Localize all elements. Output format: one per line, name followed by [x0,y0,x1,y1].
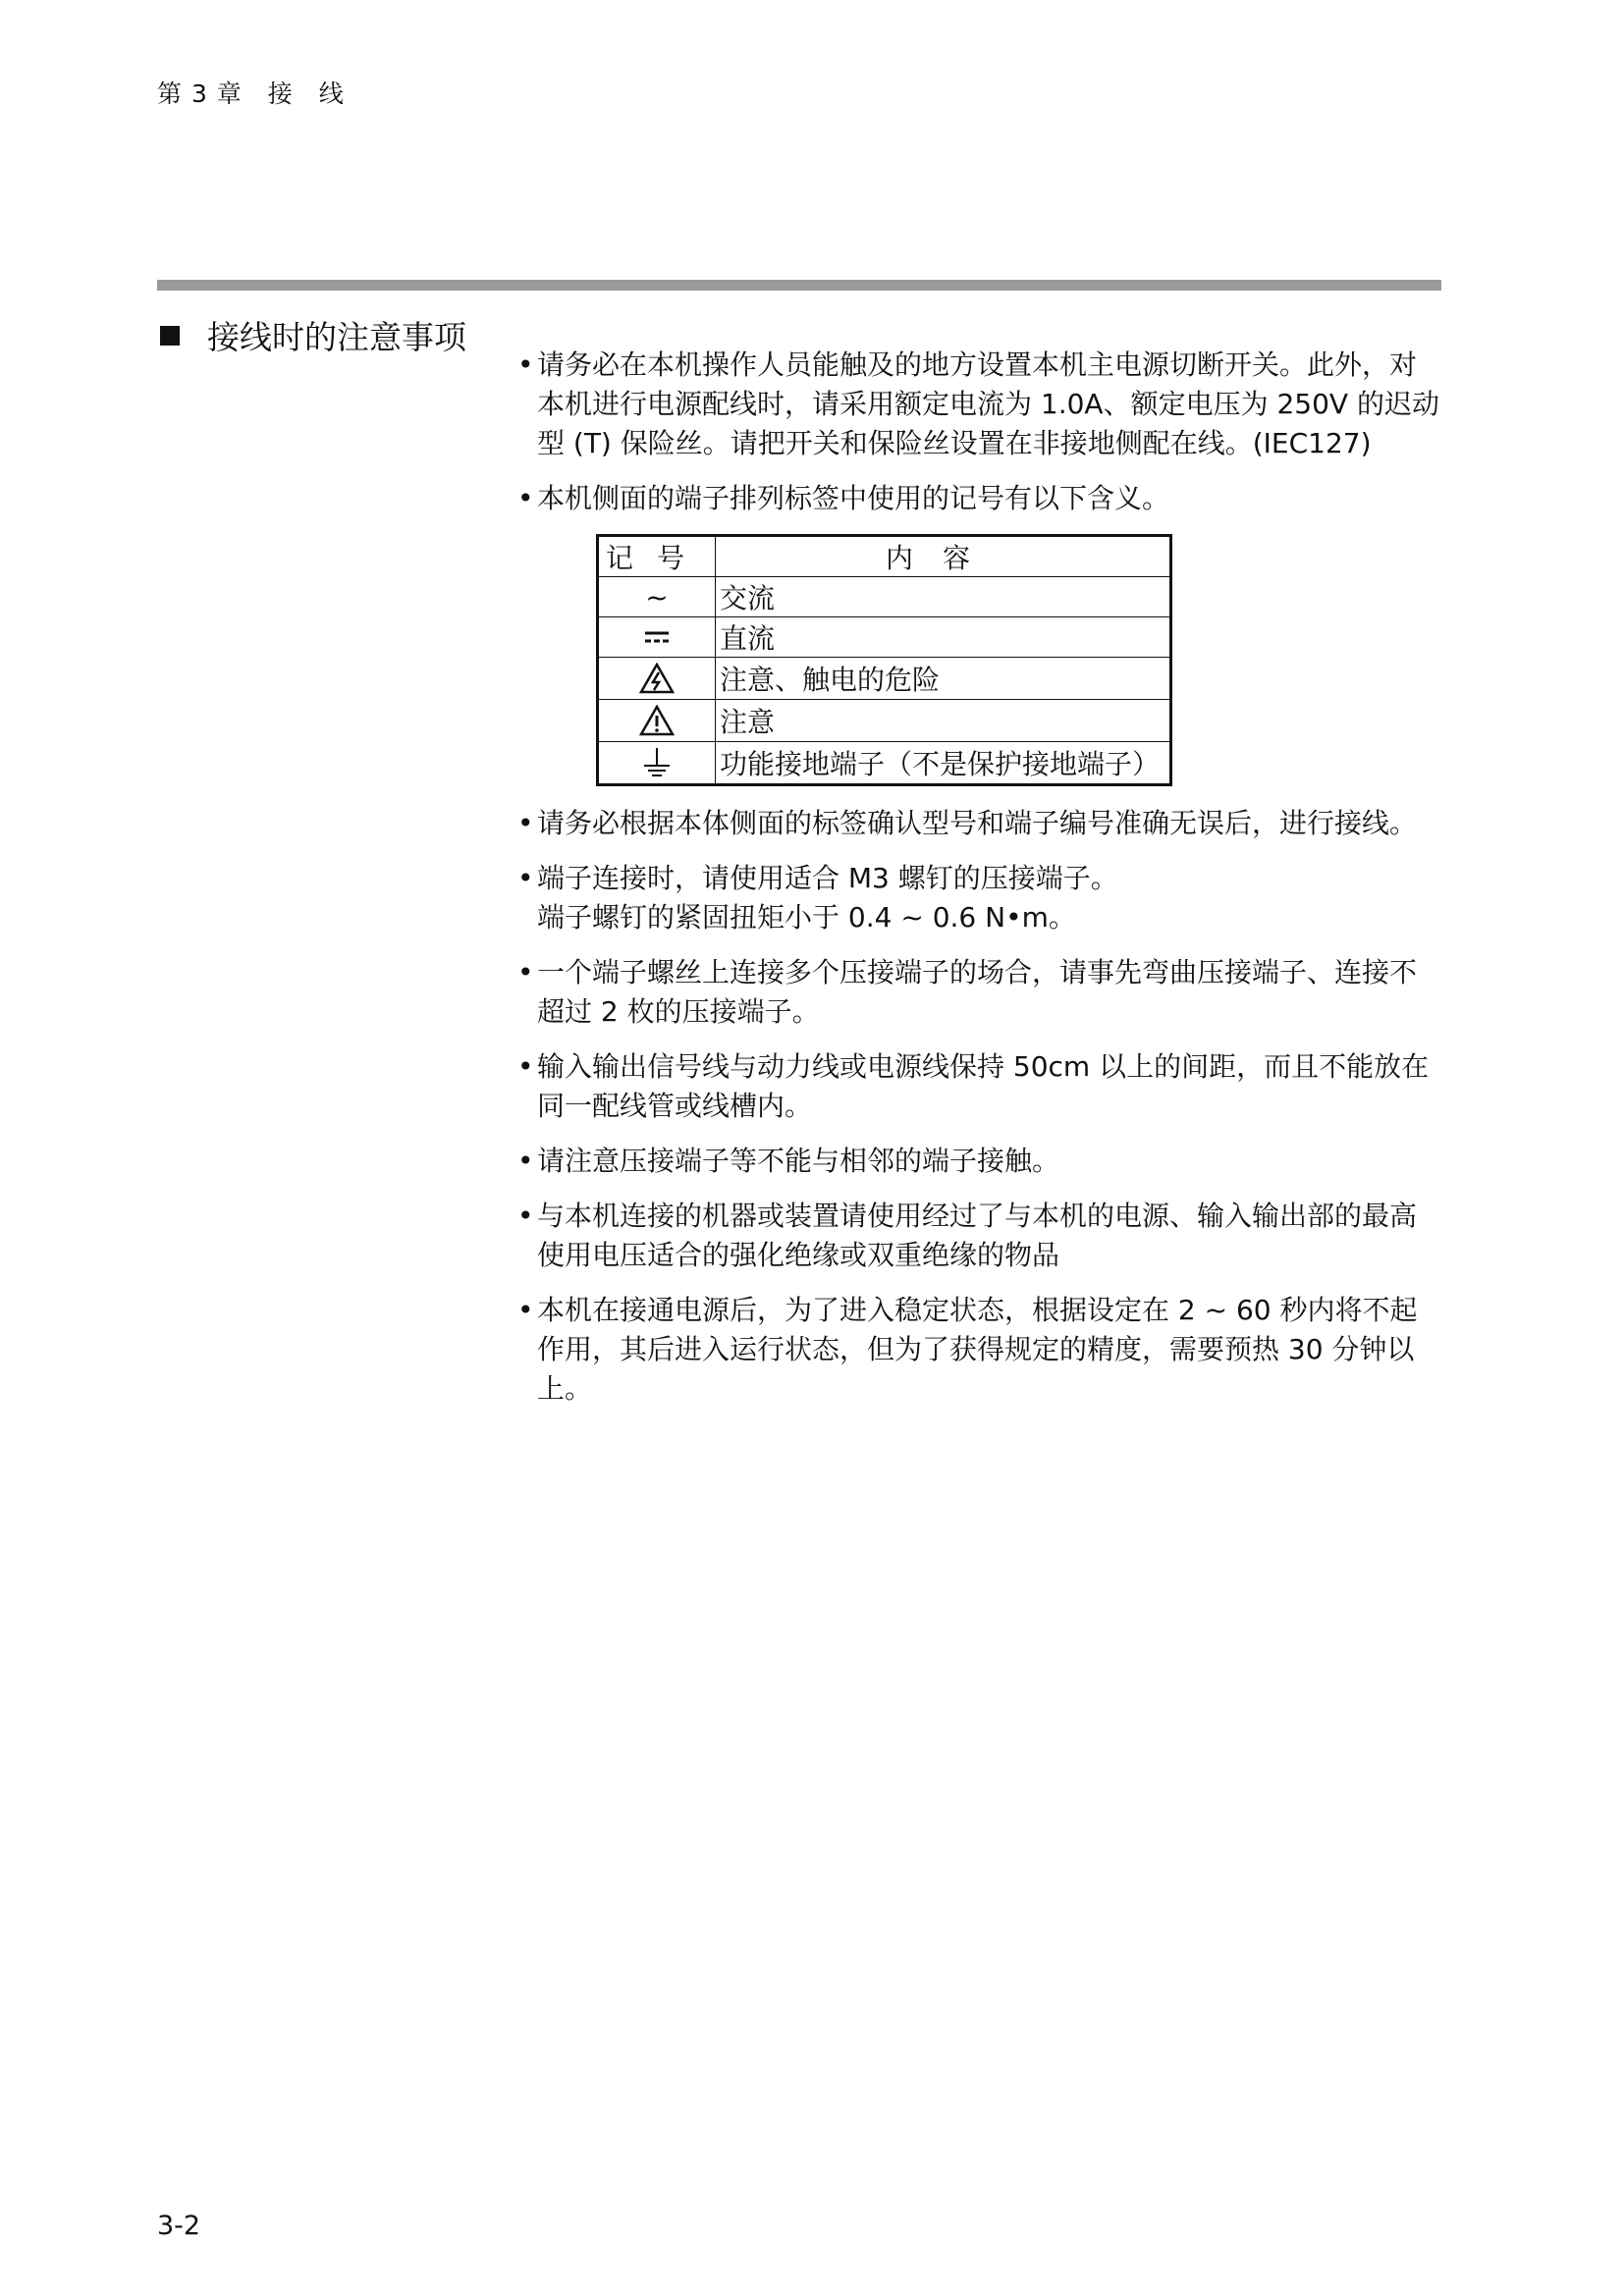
bullet-line: 本机进行电源配线时，请采用额定电流为 1.0A、额定电压为 250V 的迟动 [537,388,1439,420]
section-title: 接线时的注意事项 [207,318,466,356]
bullet-item [517,346,1445,463]
bullet-item [517,859,1445,937]
bullet-line: 端子螺钉的紧固扭矩小于 0.4 ~ 0.6 N•m。 [537,901,1076,934]
bullet-line: 请务必在本机操作人员能触及的地方设置本机主电源切断开关。此外，对 [537,348,1418,381]
bullet-line: 作用，其后进入运行状态，但为了获得规定的精度，需要预热 30 分钟以上。 [537,1333,1415,1405]
dc-icon [642,629,672,645]
bullet-line: 本机在接通电源后，为了进入稳定状态，根据设定在 2 ~ 60 秒内将不起 [537,1294,1418,1326]
bullet-line: 一个端子螺丝上连接多个压接端子的场合，请事先弯曲压接端子、连接不 [537,956,1418,988]
section-rule [157,280,1441,291]
table-cell-content: 直流 [716,617,1171,658]
bullet-line: 端子连接时，请使用适合 M3 螺钉的压接端子。 [537,862,1118,894]
bullet-dot: • [517,1050,534,1083]
bullet-item [517,804,1445,843]
bullet-line: 输入输出信号线与动力线或电源线保持 50cm 以上的间距，而且不能放在 [537,1050,1430,1083]
bullet-dot: • [517,1200,534,1232]
electric-shock-warning-icon [639,663,675,694]
bullet-dot: • [517,862,534,894]
bullet-item [517,1142,1445,1181]
square-bullet-icon [160,326,180,346]
bullet-dot: • [517,482,534,514]
header-content: 内容 [716,536,1171,577]
bullet-line: 型 (T) 保险丝。请把开关和保险丝设置在非接地侧配在线。(IEC127) [537,427,1372,459]
symbol-table [596,534,1172,786]
bullet-item [517,1197,1445,1275]
bullet-dot: • [517,348,534,381]
content-body [517,346,1445,1424]
bullet-line: 同一配线管或线槽内。 [537,1090,813,1122]
table-row [598,658,1171,700]
table-row [598,577,1171,617]
table-cell-content: 交流 [716,577,1171,617]
bullet-item [517,953,1445,1032]
table-row [598,742,1171,785]
bullet-line: 与本机连接的机器或装置请使用经过了与本机的电源、输入输出部的最高 [537,1200,1418,1232]
bullet-line: 使用电压适合的强化绝缘或双重绝缘的物品 [537,1239,1060,1271]
table-header-row [598,536,1171,577]
table-row [598,617,1171,658]
bullet-dot: • [517,1294,534,1326]
caution-icon [639,705,675,736]
header-symbol: 记号 [598,536,716,577]
bullet-item [517,1291,1445,1409]
table-cell-content: 注意、触电的危险 [716,658,1171,700]
bullet-dot: • [517,956,534,988]
bullet-dot: • [517,807,534,839]
section-heading [160,312,466,358]
bullet-line: 请务必根据本体侧面的标签确认型号和端子编号准确无误后，进行接线。 [537,807,1418,839]
bullet-line: 请注意压接端子等不能与相邻的端子接触。 [537,1145,1060,1177]
bullet-item [517,1047,1445,1126]
bullet-line: 本机侧面的端子排列标签中使用的记号有以下含义。 [537,482,1170,514]
bullet-item [517,479,1445,518]
chapter-header: 第 3 章 接 线 [157,80,345,108]
table-cell-content: 功能接地端子（不是保护接地端子） [716,742,1171,785]
ac-tilde-icon: ~ [598,577,716,617]
bullet-line: 超过 2 枚的压接端子。 [537,995,820,1028]
page-number: 3-2 [157,2211,201,2241]
bullet-dot: • [517,1145,534,1177]
table-row [598,700,1171,742]
table-cell-content: 注意 [716,700,1171,742]
functional-ground-icon [639,746,675,779]
